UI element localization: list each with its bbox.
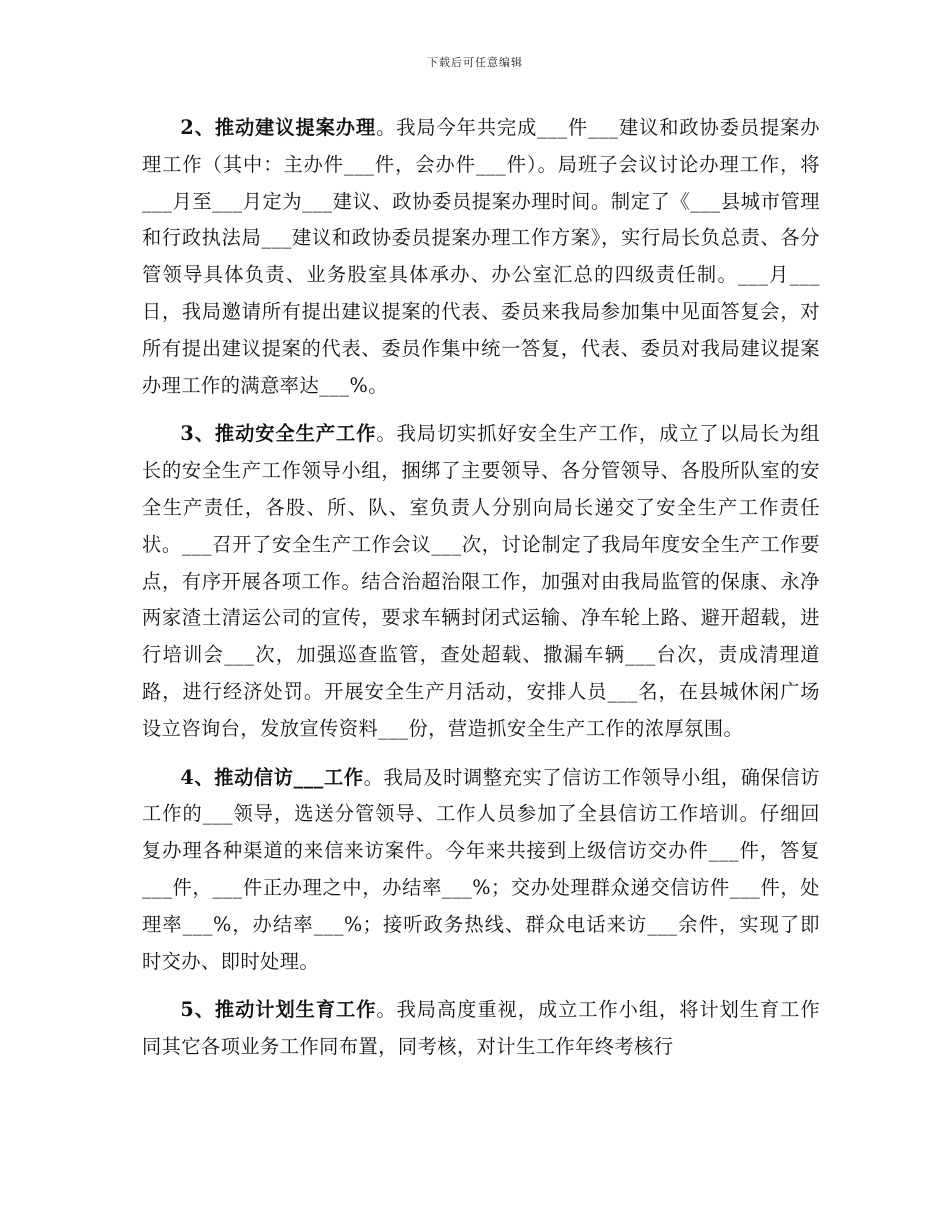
paragraph-petition-work [142, 760, 820, 981]
paragraph-text: 。我局及时调整充实了信访工作领导小组，确保信访工作的___领导，选送分管领导、工作人员参加了全县信访工作培训。仔细回复办理各种渠道的来信来访案件。今年来共接到上级信访交办件___件，答复___件，___件正办理之中，办结率___%；交办处理群众递交信访件___件，处理率___%，办结率___%；接听政务热线、群众电话来访___余件，实现了即时交办、即时处理。 [142, 765, 820, 973]
paragraph-family-planning [142, 992, 820, 1066]
paragraph-proposal-handling [142, 110, 820, 404]
paragraph-safety-production [142, 416, 820, 747]
paragraph-heading: 3、推动安全生产工作 [180, 422, 377, 446]
paragraph-text: 。我局切实抓好安全生产工作，成立了以局长为组长的安全生产工作领导小组，捆绑了主要领导、各分管领导、各股所队室的安全生产责任，各股、所、队、室负责人分别向局长递交了安全生产工作责任状。___召开了安全生产工作会议___次，讨论制定了我局年度安全生产工作要点，有序开展各项工作。结合治超治限工作，加强对由我局监管的保康、永净两家渣土清运公司的宣传，要求车辆封闭式运输、净车轮上路、避开超载，进行培训会___次，加强巡查监管，查处超载、撒漏车辆___台次，责成清理道路，进行经济处罚。开展安全生产月活动，安排人员___名，在县城休闲广场设立咨询台，发放宣传资料___份，营造抓安全生产工作的浓厚氛围。 [142, 422, 821, 740]
paragraph-heading: 2、推动建议提案办理 [180, 116, 377, 139]
paragraph-heading: 4、推动信访___工作 [180, 765, 364, 789]
document-body [142, 110, 820, 1078]
paragraph-text: 。我局今年共完成___件___建议和政协委员提案办理工作（其中：主办件___件，会办件___件）。局班子会议讨论办理工作，将___月至___月定为___建议、政协委员提案办理时间。制定了《___县城市管理和行政执法局___建议和政协委员提案办理工作方案》，实行局长负总责、各分管领导具体负责、业务股室具体承办、办公室汇总的四级责任制。___月___日，我局邀请所有提出建议提案的代表、委员来我局参加集中见面答复会，对所有提出建议提案的代表、委员作集中统一答复，代表、委员对我局建议提案办理工作的满意率达___%。 [142, 116, 820, 397]
page-header: 下载后可任意编辑 [427, 56, 523, 69]
paragraph-text: 。我局高度重视，成立工作小组，将计划生育工作同其它各项业务工作同布置，同考核，对计生工作年终考核行 [142, 998, 821, 1059]
paragraph-heading: 5、推动计划生育工作 [180, 998, 377, 1022]
